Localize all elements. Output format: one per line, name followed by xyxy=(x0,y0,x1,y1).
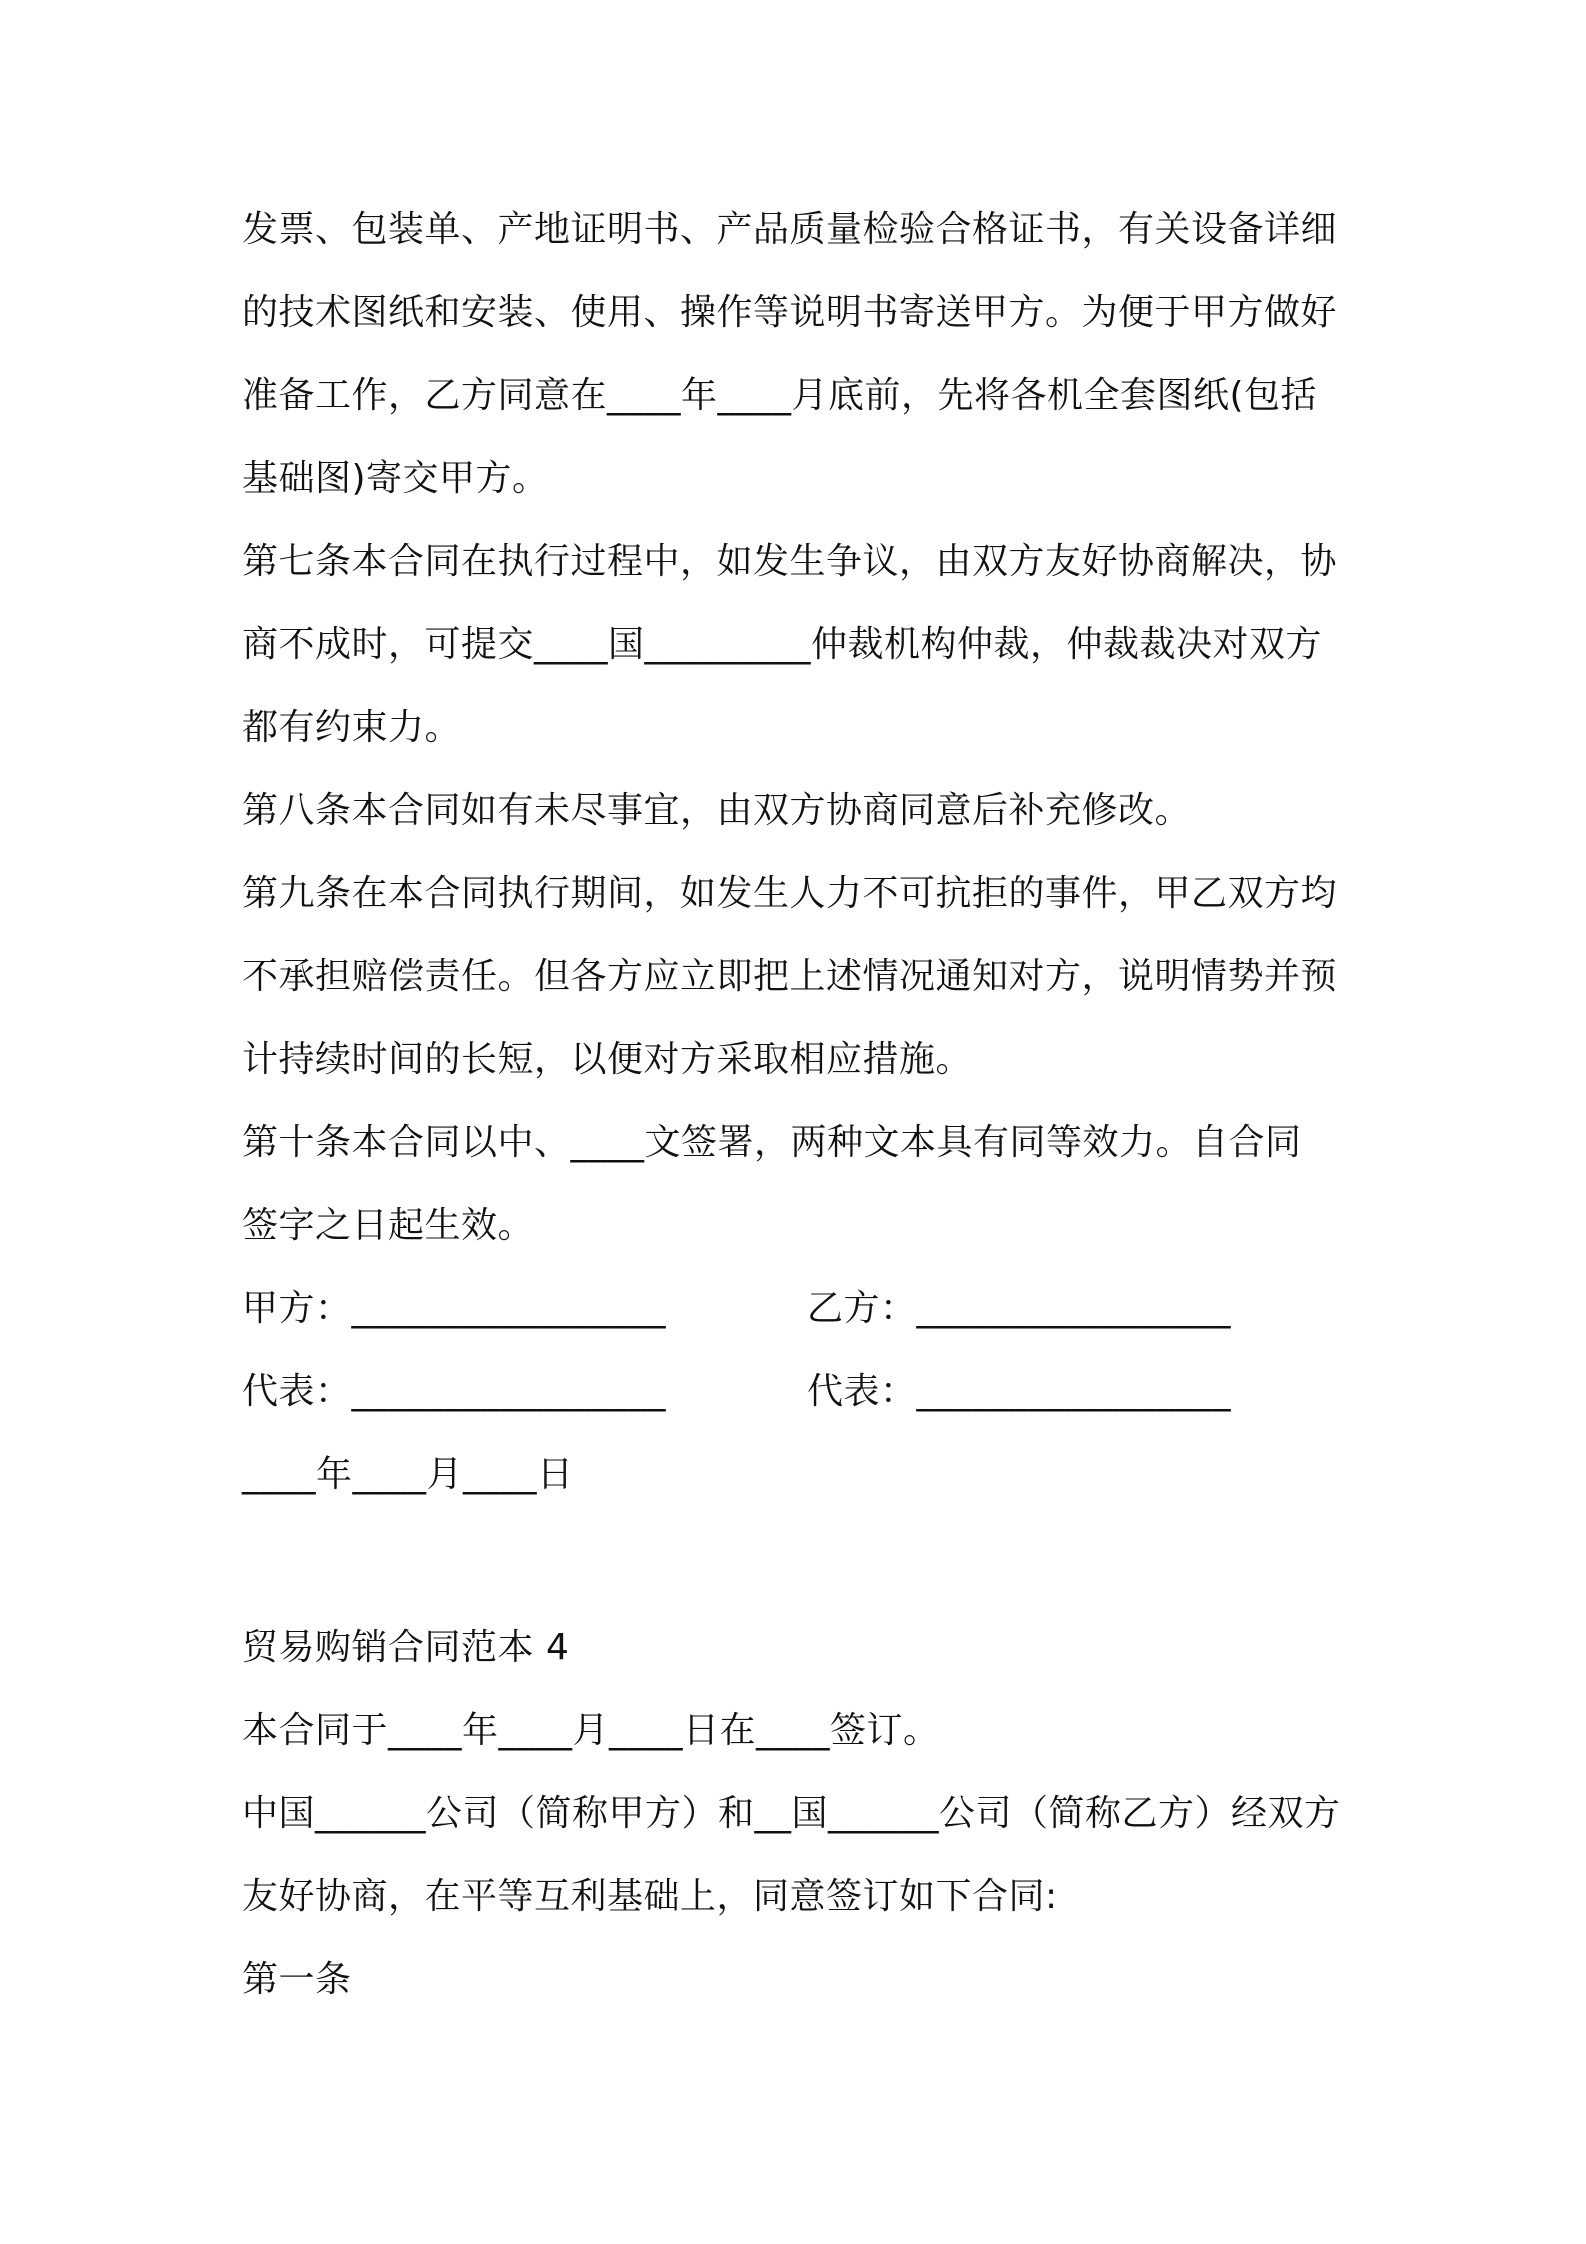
article-9-line: 第九条在本合同执行期间，如发生人力不可抗拒的事件，甲乙双方均 xyxy=(242,873,1338,914)
article-7-line: 商不成时，可提交____国_________仲裁机构仲裁，仲裁裁决对双方 xyxy=(242,624,1323,665)
article-7-line: 第七条本合同在执行过程中，如发生争议，由双方友好协商解决，协 xyxy=(242,541,1338,582)
paragraph-line: 发票、包装单、产地证明书、产品质量检验合格证书，有关设备详细 xyxy=(242,209,1338,250)
article-9-line: 计持续时间的长短，以便对方采取相应措施。 xyxy=(242,1039,973,1080)
article-1-heading: 第一条 xyxy=(242,1959,352,2000)
paragraph-line: 基础图)寄交甲方。 xyxy=(242,458,549,499)
party-b-signature: 乙方：_________________ xyxy=(807,1288,1232,1329)
section-line: 中国______公司（简称甲方）和__国______公司（简称乙方）经双方 xyxy=(242,1793,1341,1834)
article-7-line: 都有约束力。 xyxy=(242,707,462,748)
article-8-line: 第八条本合同如有未尽事宜，由双方协商同意后补充修改。 xyxy=(242,790,1192,831)
signature-date: ____年____月____日 xyxy=(242,1454,574,1495)
article-10-line: 第十条本合同以中、____文签署，两种文本具有同等效力。自合同 xyxy=(242,1122,1302,1163)
article-9-line: 不承担赔偿责任。但各方应立即把上述情况通知对方，说明情势并预 xyxy=(242,956,1338,997)
section-line: 友好协商，在平等互利基础上，同意签订如下合同: xyxy=(242,1876,1058,1917)
paragraph-line: 的技术图纸和安装、使用、操作等说明书寄送甲方。为便于甲方做好 xyxy=(242,292,1338,333)
party-b-representative: 代表：_________________ xyxy=(807,1371,1232,1412)
paragraph-line: 准备工作，乙方同意在____年____月底前，先将各机全套图纸(包括 xyxy=(242,375,1318,416)
party-a-representative: 代表：_________________ xyxy=(242,1371,667,1412)
section-title: 贸易购销合同范本 4 xyxy=(242,1627,570,1668)
party-a-signature: 甲方：_________________ xyxy=(242,1288,667,1329)
article-10-line: 签字之日起生效。 xyxy=(242,1205,535,1246)
section-line: 本合同于____年____月____日在____签订。 xyxy=(242,1710,940,1751)
